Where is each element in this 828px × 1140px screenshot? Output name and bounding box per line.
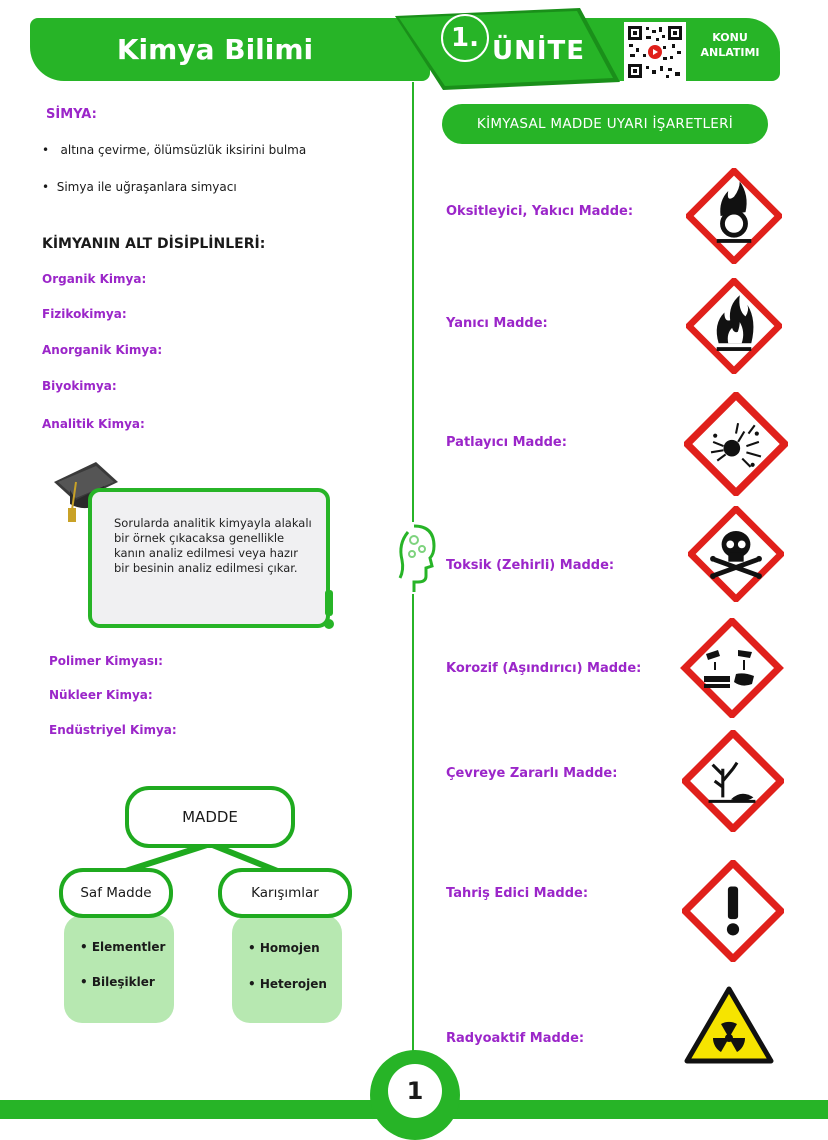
simya-item-2-text: Simya ile uğraşanlara simyacı (56, 180, 237, 194)
label-korozif: Korozif (Aşındırıcı) Madde: (446, 661, 642, 676)
konu-anlatimi-label (690, 30, 770, 60)
unite-label: ÜNİTE (492, 36, 586, 66)
item-homojen-text: Homojen (259, 941, 320, 955)
unite-number: 1. (441, 14, 489, 62)
flammable-hazard-icon (686, 278, 782, 374)
simya-heading: SİMYA: (46, 107, 97, 122)
irritant-hazard-icon (682, 860, 784, 962)
karisimlar-list (232, 915, 342, 1023)
item-heterojen: • Heterojen (248, 977, 327, 991)
item-bilesikler: • Bileşikler (80, 975, 155, 989)
page-number: 1 (388, 1064, 442, 1118)
simya-item-2: • Simya ile uğraşanlara simyacı (42, 180, 237, 194)
discipline-endustriyel: Endüstriyel Kimya: (49, 723, 177, 737)
qr-code-icon[interactable] (624, 22, 686, 82)
brain-head-icon (392, 522, 438, 594)
environment-hazard-icon (682, 730, 784, 832)
label-tahris-edici: Tahriş Edici Madde: (446, 886, 589, 901)
callout-text: Sorularda analitik kimyayla alakalı bir örnek çıkacaksa genellikle kanın analiz edilmesi veya hazır bir besinin analiz edilmesi çıkar. (114, 516, 312, 575)
label-cevreye-zararli: Çevreye Zararlı Madde: (446, 766, 618, 781)
diagram-karisimlar: Karışımlar (218, 868, 352, 918)
diagram-saf-madde: Saf Madde (59, 868, 173, 918)
label-patlayici: Patlayıcı Madde: (446, 435, 567, 450)
item-elementler-text: Elementler (91, 940, 166, 954)
saf-madde-list (64, 915, 174, 1023)
disciplines-heading: KİMYANIN ALT DİSİPLİNLERİ: (42, 236, 266, 252)
discipline-anorganik: Anorganik Kimya: (42, 343, 163, 357)
page-title: Kimya Bilimi (116, 33, 314, 66)
label-radyoaktif: Radyoaktif Madde: (446, 1031, 585, 1046)
simya-item-1-text: altına çevirme, ölümsüzlük iksirini bulma (60, 143, 307, 157)
explosive-hazard-icon (684, 392, 788, 496)
simya-item-1: • altına çevirme, ölümsüzlük iksirini bulma (42, 143, 307, 157)
exclamation-icon (322, 590, 336, 630)
oxidizer-hazard-icon (686, 168, 782, 264)
label-oksitleyici: Oksitleyici, Yakıcı Madde: (446, 204, 634, 219)
discipline-nukleer: Nükleer Kimya: (49, 688, 153, 702)
toxic-skull-icon (688, 506, 784, 602)
item-heterojen-text: Heterojen (259, 977, 327, 991)
discipline-analitik: Analitik Kimya: (42, 417, 145, 431)
discipline-organik: Organik Kimya: (42, 272, 147, 286)
label-toksik: Toksik (Zehirli) Madde: (446, 558, 615, 573)
item-elementler: • Elementler (80, 940, 166, 954)
corrosive-hazard-icon (680, 618, 784, 718)
warning-signs-heading: KİMYASAL MADDE UYARI İŞARETLERİ (442, 104, 768, 144)
konu-line2: ANLATIMI (700, 46, 760, 59)
radioactive-hazard-icon (684, 986, 774, 1064)
konu-line1: KONU (712, 31, 748, 44)
label-yanici: Yanıcı Madde: (446, 316, 548, 331)
discipline-biyokimya: Biyokimya: (42, 379, 117, 393)
discipline-fizikokimya: Fizikokimya: (42, 307, 127, 321)
discipline-polimer: Polimer Kimyası: (49, 654, 163, 668)
item-homojen: • Homojen (248, 941, 320, 955)
diagram-root-madde: MADDE (125, 786, 295, 848)
item-bilesikler-text: Bileşikler (91, 975, 155, 989)
